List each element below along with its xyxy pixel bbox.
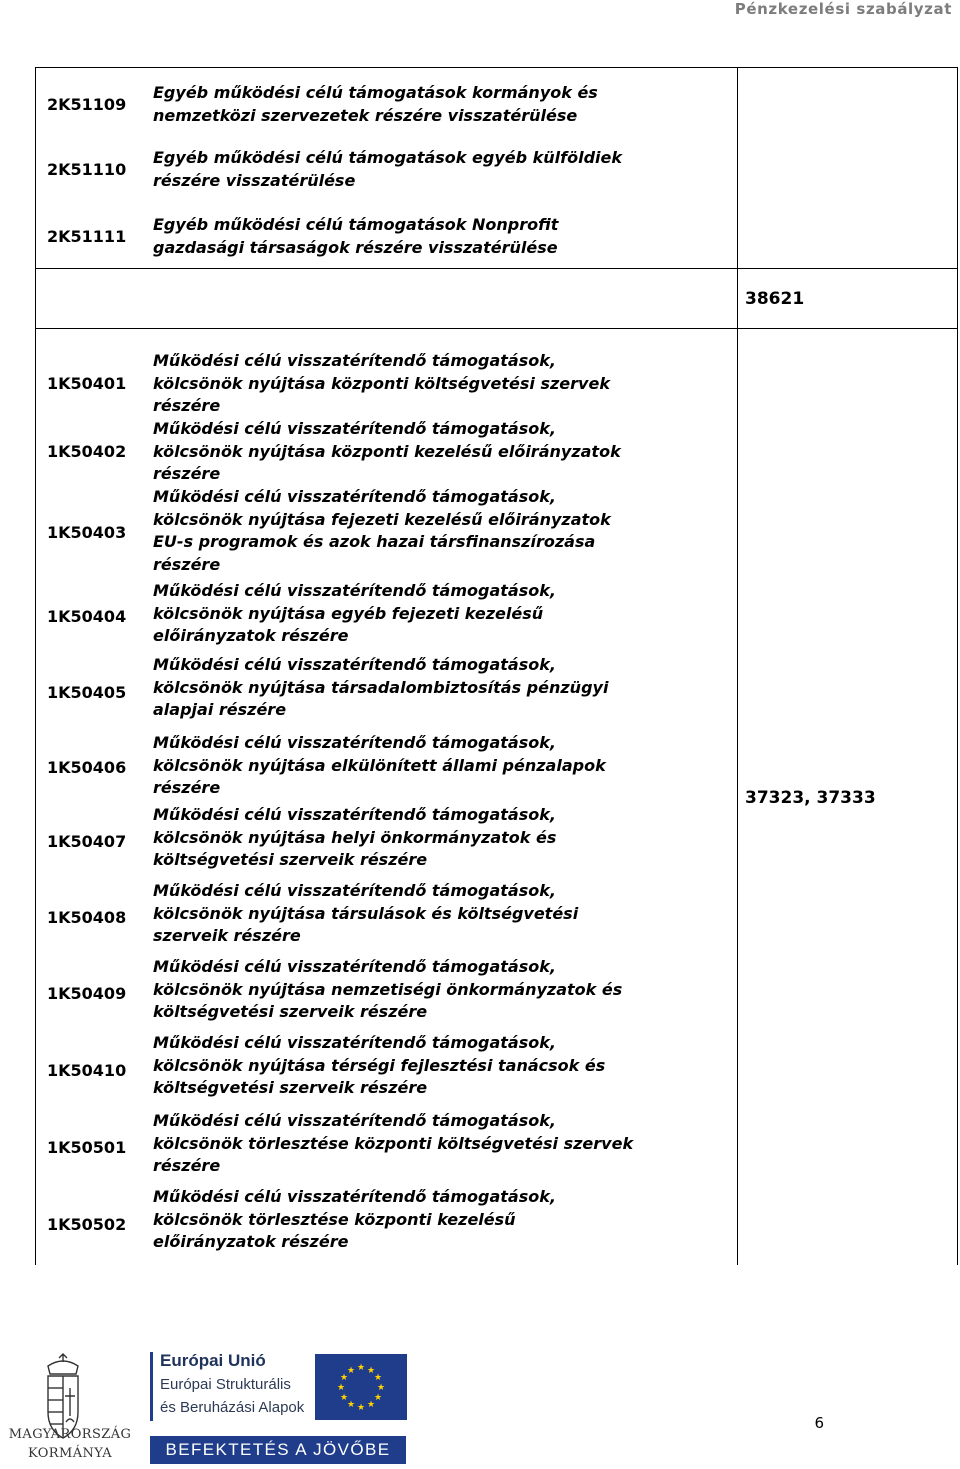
description-line: kölcsönök nyújtása térségi fejlesztési tanácsok és — [153, 1055, 606, 1075]
description-line: Működési célú visszatérítendő támogatások, — [153, 733, 556, 752]
invest-in-future-banner: BEFEKTETÉS A JÖVŐBE — [150, 1436, 406, 1464]
row-description — [153, 804, 723, 872]
svg-text:★: ★ — [366, 1400, 376, 1410]
description-line: Egyéb működési célú támogatások kormányok és — [153, 83, 598, 102]
row-description — [153, 956, 723, 1024]
description-line: költségvetési szerveik részére — [153, 850, 428, 869]
row-code: 1K50403 — [47, 523, 127, 542]
description-line: költségvetési szerveik részére — [153, 1002, 428, 1021]
row-code: 1K50402 — [47, 442, 127, 461]
description-line: kölcsönök nyújtása egyéb fejezeti kezelésű — [153, 603, 544, 623]
row-code: 1K50409 — [47, 984, 127, 1003]
description-line: részére — [153, 396, 221, 415]
description-line: részére visszatérülése — [153, 170, 356, 190]
row-description — [153, 82, 723, 127]
eu-flag-icon — [315, 1354, 407, 1420]
row-code: 1K50502 — [47, 1215, 127, 1234]
row-description — [153, 1110, 723, 1178]
row-code: 2K51109 — [47, 95, 127, 114]
eu-subtitle-1: Európai Strukturális — [160, 1376, 291, 1393]
row-code: 1K50408 — [47, 908, 127, 927]
description-line: Működési célú visszatérítendő támogatások, — [153, 957, 556, 976]
description-line: Működési célú visszatérítendő támogatások, — [153, 581, 556, 600]
description-line: kölcsönök törlesztése központi kezelésű — [153, 1209, 516, 1229]
description-line: részére — [153, 464, 221, 483]
description-line: kölcsönök nyújtása központi kezelésű előirányzatok — [153, 441, 621, 461]
description-line: Működési célú visszatérítendő támogatások, — [153, 1111, 556, 1130]
description-line: Működési célú visszatérítendő támogatások, — [153, 1187, 556, 1206]
description-line: kölcsönök nyújtása fejezeti kezelésű előirányzatok — [153, 509, 611, 529]
description-line: gazdasági társaságok részére visszatérülése — [153, 237, 558, 257]
description-line: kölcsönök nyújtása nemzetiségi önkormányzatok és — [153, 979, 623, 999]
svg-text:★: ★ — [346, 1400, 356, 1410]
row-code: 1K50405 — [47, 683, 127, 702]
description-line: Működési célú visszatérítendő támogatások, — [153, 805, 556, 824]
row-description — [153, 486, 723, 576]
description-line: részére — [153, 554, 221, 574]
row-code: 1K50407 — [47, 832, 127, 851]
description-line: Működési célú visszatérítendő támogatások, — [153, 351, 556, 370]
eu-subtitle-2: és Beruházási Alapok — [160, 1399, 305, 1416]
description-line: Egyéb működési célú támogatások egyéb külföldiek — [153, 148, 622, 167]
description-line: részére — [153, 1156, 221, 1175]
column-divider — [737, 68, 738, 1265]
description-line: Működési célú visszatérítendő támogatások, — [153, 655, 556, 674]
description-line: kölcsönök nyújtása elkülönített állami pénzalapok — [153, 755, 606, 775]
row-code: 2K51111 — [47, 227, 127, 246]
description-line: Egyéb működési célú támogatások Nonprofit — [153, 215, 559, 234]
row-code: 1K50406 — [47, 758, 127, 777]
description-line: Működési célú visszatérítendő támogatások, — [153, 419, 556, 438]
row-description — [153, 147, 723, 192]
description-line: Működési célú visszatérítendő támogatások, — [153, 487, 556, 506]
row-description — [153, 880, 723, 948]
row-code: 1K50404 — [47, 607, 127, 626]
description-line: kölcsönök nyújtása helyi önkormányzatok és — [153, 827, 557, 847]
row-description — [153, 580, 723, 648]
row-description — [153, 1032, 723, 1100]
svg-text:★: ★ — [339, 1393, 349, 1403]
description-line: kölcsönök nyújtása központi költségvetési szervek — [153, 373, 610, 393]
row-description — [153, 350, 723, 418]
svg-text:★: ★ — [356, 1403, 366, 1413]
description-line: költségvetési szerveik részére — [153, 1078, 428, 1097]
description-line: EU-s programok és azok hazai társfinanszírozása — [153, 532, 596, 551]
row-description — [153, 732, 723, 800]
svg-text:★: ★ — [346, 1366, 356, 1376]
svg-text:★: ★ — [356, 1363, 366, 1373]
description-line: kölcsönök nyújtása társadalombiztosítás pénzügyi — [153, 677, 609, 697]
description-line: Működési célú visszatérítendő támogatások, — [153, 881, 556, 900]
eu-bar — [150, 1352, 153, 1421]
code-table — [35, 67, 958, 1265]
description-line: előirányzatok részére — [153, 626, 349, 645]
description-line: Működési célú visszatérítendő támogatások, — [153, 1033, 556, 1052]
row-description — [153, 418, 723, 486]
svg-text:★: ★ — [376, 1383, 386, 1393]
row-description — [153, 214, 723, 259]
row-divider — [36, 268, 957, 269]
svg-text:★: ★ — [373, 1393, 383, 1403]
svg-text:★: ★ — [336, 1383, 346, 1393]
row-divider — [36, 328, 957, 329]
page-header-title: Pénzkezelési szabályzat — [734, 0, 952, 18]
row-code: 2K51110 — [47, 160, 127, 179]
row-code: 1K50501 — [47, 1138, 127, 1157]
description-line: nemzetközi szervezetek részére visszatérülése — [153, 105, 578, 125]
footer — [0, 1330, 960, 1469]
svg-text:★: ★ — [366, 1366, 376, 1376]
page-number: 6 — [814, 1414, 824, 1432]
description-line: kölcsönök nyújtása társulások és költségvetési — [153, 903, 579, 923]
row-code: 1K50401 — [47, 374, 127, 393]
reference-number-1: 38621 — [745, 289, 805, 309]
row-description — [153, 1186, 723, 1254]
svg-text:★: ★ — [339, 1373, 349, 1383]
row-description — [153, 654, 723, 722]
description-line: részére — [153, 778, 221, 797]
reference-number-2: 37323, 37333 — [745, 788, 876, 808]
row-code: 1K50410 — [47, 1061, 127, 1080]
svg-text:★: ★ — [373, 1373, 383, 1383]
description-line: kölcsönök törlesztése központi költségvetési szervek — [153, 1133, 634, 1153]
government-name: MAGYARORSZÁG KORMÁNYA — [8, 1427, 132, 1461]
eu-title: Európai Unió — [160, 1351, 266, 1370]
description-line: alapjai részére — [153, 700, 287, 719]
description-line: előirányzatok részére — [153, 1232, 349, 1251]
description-line: szerveik részére — [153, 926, 301, 945]
